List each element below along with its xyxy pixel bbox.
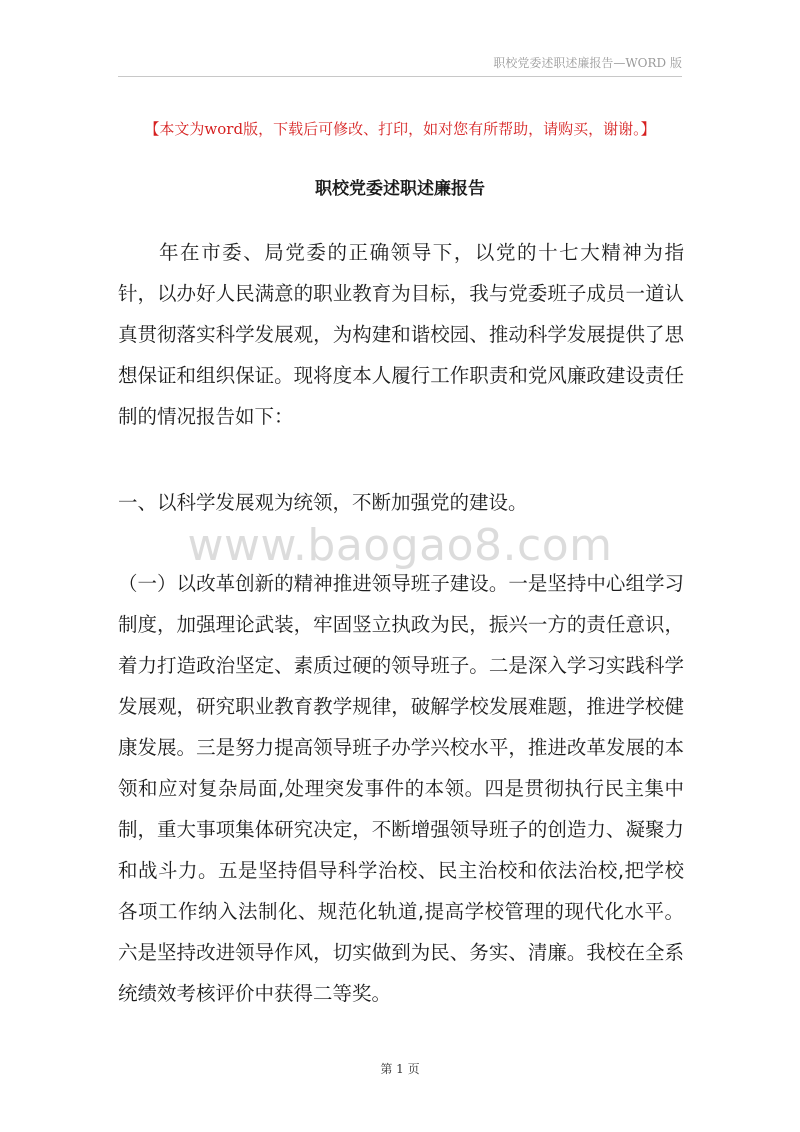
- header-divider: [118, 76, 682, 77]
- document-title: 职校党委述职述廉报告: [315, 179, 485, 199]
- section-paragraph: （一）以改革创新的精神推进领导班子建设。一是坚持中心组学习制度，加强理论武装，牢固竖立执政为民，振兴一方的责任意识，着力打造政治坚定、素质过硬的领导班子。二是深入学习实践科学发展观，研究职业教育教学规律，破解学校发展难题，推进学校健康发展。三是努力提高领导班子办学兴校水平，推进改革发展的本领和应对复杂局面,处理突发事件的本领。四是贯彻执行民主集中制，重大事项集体研究决定，不断增强领导班子的创造力、凝聚力和战斗力。五是坚持倡导科学治校、民主治校和依法治校,把学校各项工作纳入法制化、规范化轨道,提高学校管理的现代化水平。六是坚持改进领导作风，切实做到为民、务实、清廉。我校在全系统绩效考核评价中获得二等奖。: [118, 572, 684, 1005]
- page-number: 第 1 页: [380, 1062, 420, 1076]
- intro-paragraph: 年在市委、局党委的正确领导下，以党的十七大精神为指针，以办好人民满意的职业教育为目标，我与党委班子成员一道认真贯彻落实科学发展观，为构建和谐校园、推动科学发展提供了思想保证和组织保证。现将度本人履行工作职责和党风廉政建设责任制的情况报告如下：: [118, 241, 684, 428]
- purchase-notice: 【本文为word版，下载后可修改、打印，如对您有所帮助，请购买，谢谢。】: [144, 120, 656, 138]
- running-header: 职校党委述职述廉报告—WORD 版: [493, 56, 682, 70]
- watermark: www.baogao8.com: [187, 520, 613, 571]
- section-heading: 一、以科学发展观为统领，不断加强党的建设。: [118, 491, 528, 514]
